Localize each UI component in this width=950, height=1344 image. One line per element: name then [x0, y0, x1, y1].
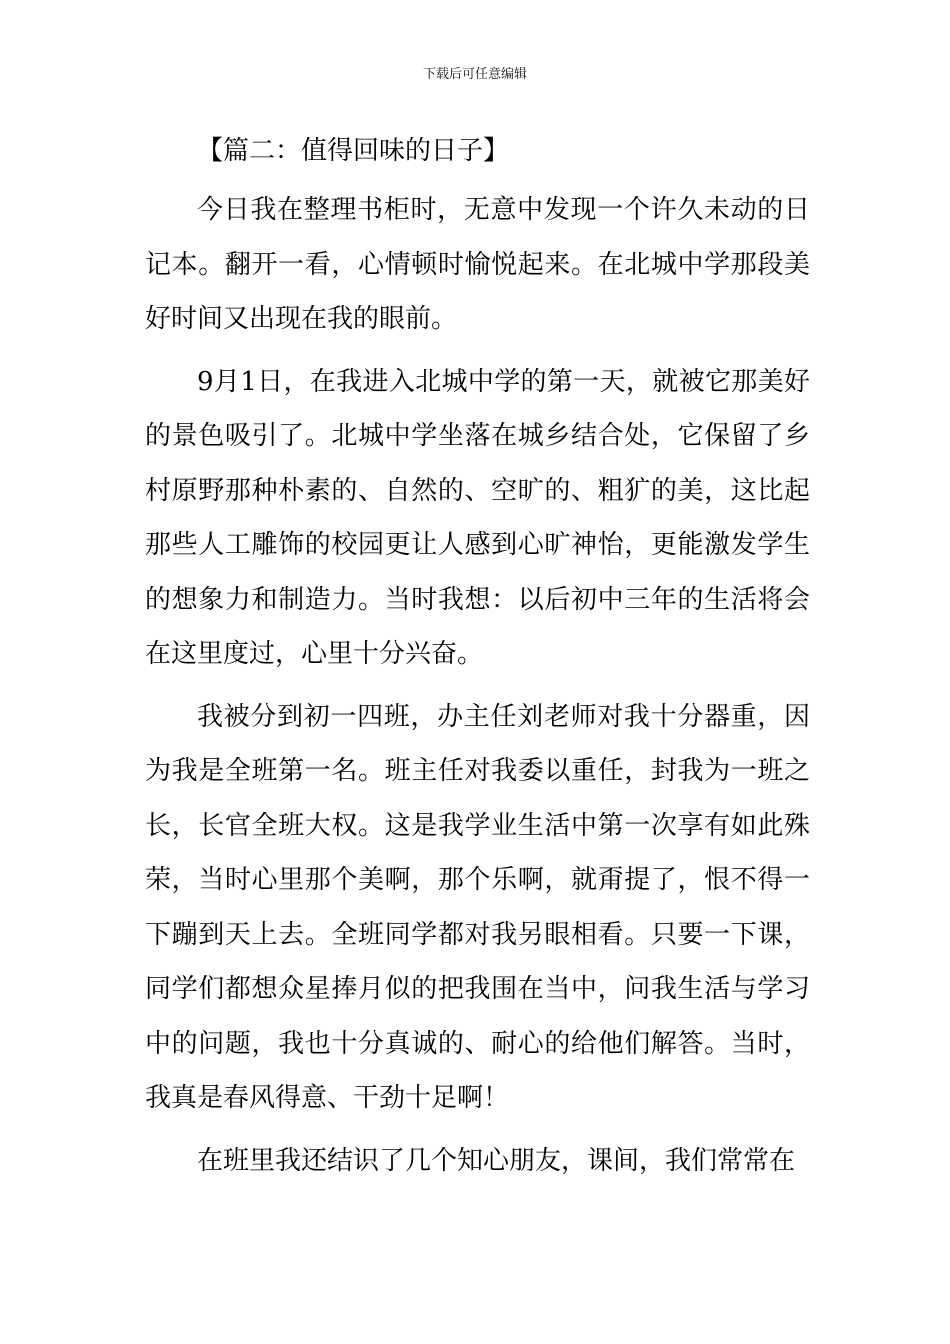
document-title: 【篇二：值得回味的日子】 — [197, 136, 510, 166]
paragraph-3: 我被分到初一四班，办主任刘老师对我十分器重，因为我是全班第一名。班主任对我委以重任，封我为一班之长，长官全班大权。这是我学业生活中第一次享有如此殊荣，当时心里那个美啊，那个乐啊，就甭提了，恨不得一下蹦到天上去。全班同学都对我另眼相看。只要一下课，同学们都想众星捧月似的把我围在当中，问我生活与学习中的问题，我也十分真诚的、耐心的给他们解答。当时，我真是春风得意、干劲十足啊！ — [145, 701, 810, 1113]
document-body — [145, 127, 810, 1188]
paragraph-2: 9月1日，在我进入北城中学的第一天，就被它那美好的景色吸引了。北城中学坐落在城乡结合处，它保留了乡村原野那种朴素的、自然的、空旷的、粗犷的美，这比起那些人工雕饰的校园更让人感到心旷神怡，更能激发学生的想象力和制造力。当时我想：以后初中三年的生活将会在这里度过，心里十分兴奋。 — [145, 366, 810, 669]
header-note: 下载后可任意编辑 — [422, 67, 527, 82]
paragraph-1: 今日我在整理书柜时，无意中发现一个许久未动的日记本。翻开一看，心情顿时愉悦起来。在北城中学那段美好时间又出现在我的眼前。 — [145, 195, 810, 334]
paragraph-4: 在班里我还结识了几个知心朋友，课间，我们常常在 — [197, 1145, 796, 1176]
